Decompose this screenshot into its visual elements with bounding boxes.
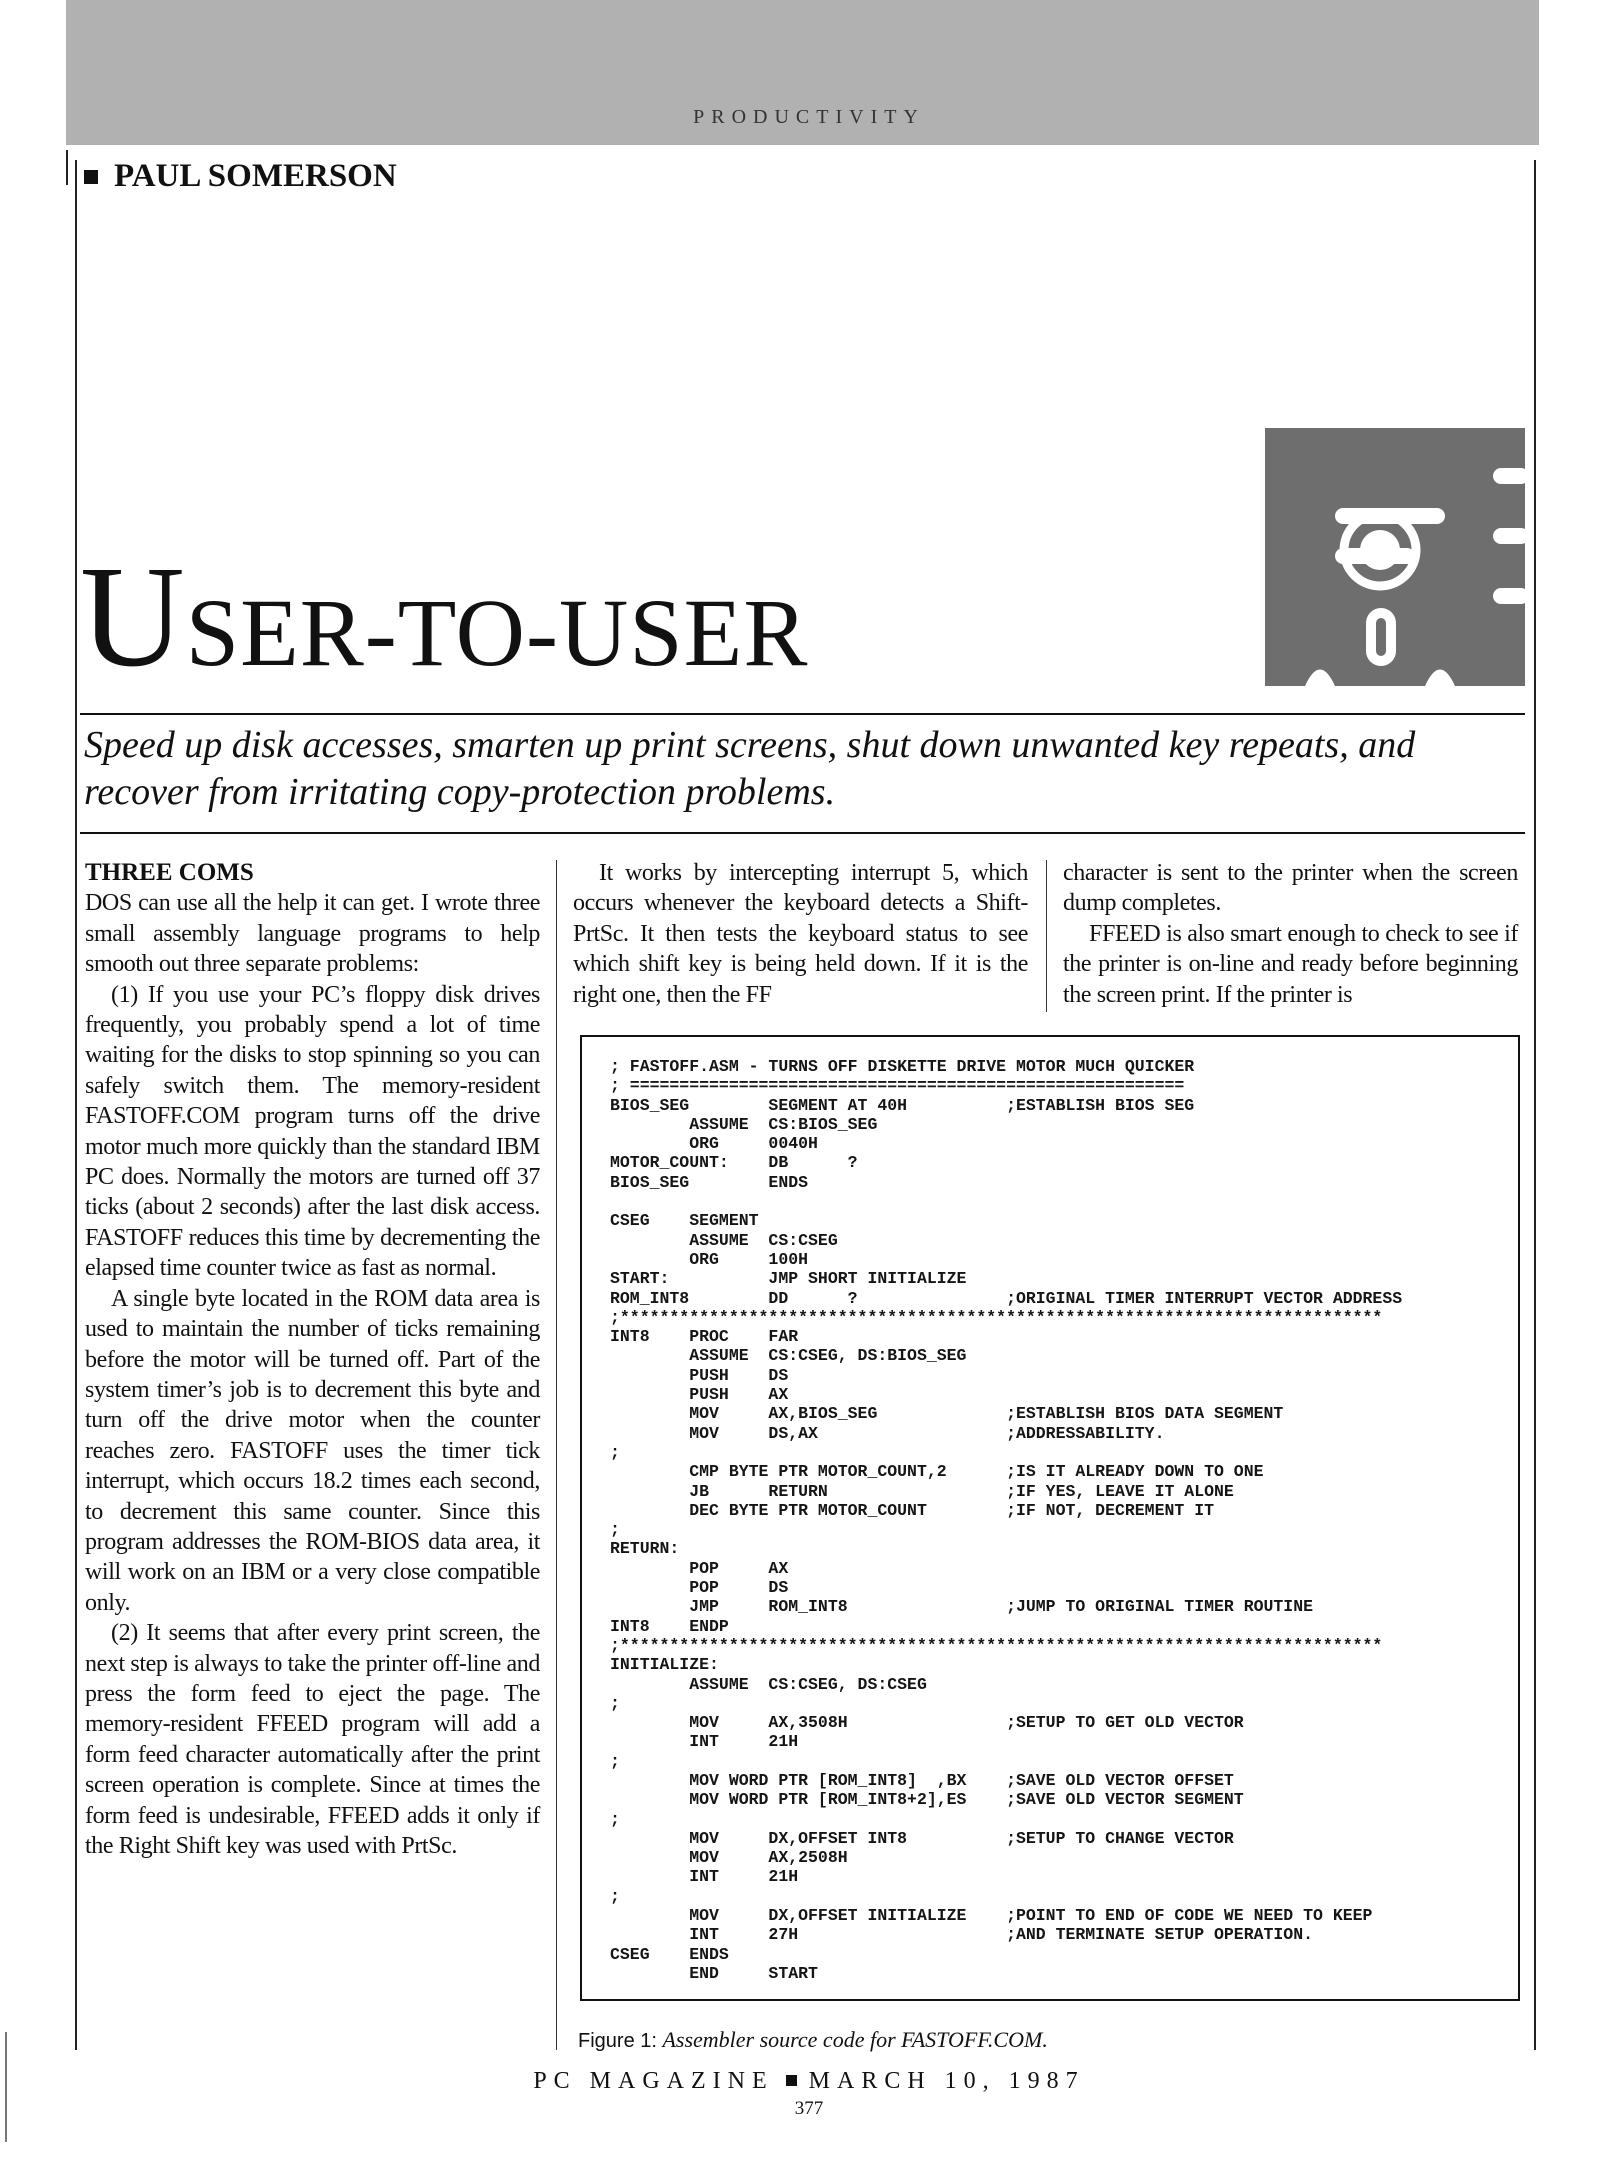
code-line: MOV AX,2508H xyxy=(610,1848,848,1868)
code-line: CSEG SEGMENT xyxy=(610,1211,759,1231)
byline xyxy=(84,158,397,195)
square-bullet-icon xyxy=(786,2075,797,2086)
code-line: ; xyxy=(610,1809,620,1829)
page-number: 377 xyxy=(794,2098,824,2119)
code-line: ; xyxy=(610,1693,620,1713)
code-line: ; xyxy=(610,1520,620,1540)
code-line: MOV WORD PTR [ROM_INT8+2],ES ;SAVE OLD VECTOR SEGMENT xyxy=(610,1790,1244,1810)
paragraph: A single byte located in the ROM data area is used to maintain the number of ticks remaining before the motor will be turned off. Part of the system timer’s job is to decrement this byte and turn off the drive motor when the counter reaches zero. FASTOFF uses the timer tick interrupt, which occurs 18.2 times each second, to decrement this same counter. Since this program addresses the ROM-BIOS data area, it will work on an IBM or a very close compatible only. xyxy=(85,1285,540,1616)
body-column-1 xyxy=(85,858,540,1861)
code-line: MOV AX,3508H ;SETUP TO GET OLD VECTOR xyxy=(610,1713,1244,1733)
code-line: DEC BYTE PTR MOTOR_COUNT ;IF NOT, DECREMENT IT xyxy=(610,1500,1214,1520)
code-line: INITIALIZE: xyxy=(610,1655,719,1675)
code-line: BIOS_SEG SEGMENT AT 40H ;ESTABLISH BIOS SEG xyxy=(610,1095,1195,1115)
page-footer xyxy=(0,2068,1618,2095)
code-line: END START xyxy=(610,1963,818,1983)
code-line: JMP ROM_INT8 ;JUMP TO ORIGINAL TIMER ROUTINE xyxy=(610,1597,1314,1617)
code-listing xyxy=(610,1057,1510,1983)
code-line: ASSUME CS:CSEG, DS:BIOS_SEG xyxy=(610,1346,967,1366)
paragraph: DOS can use all the help it can get. I wrote three small assembly language programs to help smooth out three separate problems: xyxy=(85,890,540,978)
paragraph: (1) If you use your PC’s floppy disk drives frequently, you probably spend a lot of time waiting for the disks to stop spinning so you can safely switch them. The memory-resident FASTOFF.COM program turns off the drive motor much more quickly than the standard IBM PC does. Normally the motors are turned off 37 ticks (about 2 seconds) after the last disk access. FASTOFF reduces this time by decrementing the elapsed time counter twice as fast as normal. xyxy=(85,981,540,1282)
title-rest: SER-TO-USER xyxy=(185,579,809,686)
caption-label: Figure 1: xyxy=(578,2030,657,2052)
floppy-disk-hand-icon xyxy=(1265,428,1525,686)
paragraph: (2) It seems that after every print screen, the next step is always to take the printer off-line and press the form feed to eject the page. The memory-resident FFEED program will add a form feed character automatically after the print screen operation is complete. Since at times the form feed is undesirable, FFEED adds it only if the Right Shift key was used with PrtSc. xyxy=(85,1620,540,1859)
column-rule xyxy=(556,860,557,2050)
code-line: ORG 0040H xyxy=(610,1134,818,1154)
code-line: MOTOR_COUNT: DB ? xyxy=(610,1153,858,1173)
code-line: ; xyxy=(610,1751,620,1771)
code-line: POP AX xyxy=(610,1558,789,1578)
code-line: MOV DX,OFFSET INITIALIZE ;POINT TO END OF CODE WE NEED TO KEEP xyxy=(610,1906,1373,1926)
code-line: INT8 ENDP xyxy=(610,1616,729,1636)
paragraph: character is sent to the printer when the screen dump completes. xyxy=(1063,860,1518,917)
scan-edge-mark xyxy=(5,2032,7,2142)
code-line: ORG 100H xyxy=(610,1249,809,1269)
code-line: ASSUME CS:BIOS_SEG xyxy=(610,1114,878,1134)
deck-rule xyxy=(80,832,1525,834)
paragraph: FFEED is also smart enough to check to see if the printer is on-line and ready before beginning the screen print. If the printer is xyxy=(1063,920,1518,1008)
magazine-name: PC MAGAZINE xyxy=(533,2068,774,2094)
square-bullet-icon xyxy=(84,170,98,184)
code-line: ROM_INT8 DD ? ;ORIGINAL TIMER INTERRUPT VECTOR ADDRESS xyxy=(610,1288,1403,1308)
code-listing-figure xyxy=(580,1035,1520,2001)
code-line: INT 21H xyxy=(610,1867,799,1887)
code-line: ; xyxy=(610,1442,620,1462)
code-line: INT8 PROC FAR xyxy=(610,1327,799,1347)
issue-date: MARCH 10, 1987 xyxy=(808,2068,1085,2094)
figure-caption xyxy=(578,2027,1048,2053)
code-line: ASSUME CS:CSEG xyxy=(610,1230,838,1250)
code-line: MOV DS,AX ;ADDRESSABILITY. xyxy=(610,1423,1165,1443)
code-line: POP DS xyxy=(610,1578,789,1598)
code-line: ;***************************************************************************** xyxy=(610,1635,1383,1655)
code-line: MOV DX,OFFSET INT8 ;SETUP TO CHANGE VECTOR xyxy=(610,1828,1234,1848)
code-line: BIOS_SEG ENDS xyxy=(610,1172,809,1192)
body-column-3 xyxy=(1063,858,1518,1010)
frame-tick xyxy=(66,150,68,185)
column-rule xyxy=(1046,860,1047,1012)
section-heading: THREE COMS xyxy=(85,859,254,886)
section-label: PRODUCTIVITY xyxy=(693,106,925,128)
body-column-2 xyxy=(573,858,1028,1010)
code-line: START: JMP SHORT INITIALIZE xyxy=(610,1269,967,1289)
code-line: JB RETURN ;IF YES, LEAVE IT ALONE xyxy=(610,1481,1234,1501)
code-line: INT 27H ;AND TERMINATE SETUP OPERATION. xyxy=(610,1925,1314,1945)
code-line: CSEG ENDS xyxy=(610,1944,729,1964)
frame-rule-left xyxy=(75,160,77,2050)
title-rule xyxy=(80,713,1525,715)
code-line: PUSH AX xyxy=(610,1385,789,1405)
article-deck: Speed up disk accesses, smarten up print screens, shut down unwanted key repeats, and recover from irritating copy-protection problems. xyxy=(84,724,1416,813)
code-line: INT 21H xyxy=(610,1732,799,1752)
code-line: MOV AX,BIOS_SEG ;ESTABLISH BIOS DATA SEGMENT xyxy=(610,1404,1284,1424)
code-line: RETURN: xyxy=(610,1539,680,1559)
code-line: MOV WORD PTR [ROM_INT8] ,BX ;SAVE OLD VECTOR OFFSET xyxy=(610,1770,1234,1790)
code-line: ;***************************************************************************** xyxy=(610,1307,1383,1327)
article-title xyxy=(80,537,809,697)
code-line: ASSUME CS:CSEG, DS:CSEG xyxy=(610,1674,927,1694)
paragraph: It works by intercepting interrupt 5, which occurs whenever the keyboard detects a Shift-PrtSc. It then tests the keyboard status to see which shift key is being held down. If it is the right one, then the FF xyxy=(573,860,1028,1008)
frame-rule-right xyxy=(1534,160,1536,2050)
code-line: ; xyxy=(610,1886,620,1906)
title-initial: U xyxy=(80,537,186,697)
author-name: PAUL SOMERSON xyxy=(114,158,397,194)
code-line: ; FASTOFF.ASM - TURNS OFF DISKETTE DRIVE MOTOR MUCH QUICKER xyxy=(610,1057,1195,1076)
code-line: PUSH DS xyxy=(610,1365,789,1385)
code-line: CMP BYTE PTR MOTOR_COUNT,2 ;IS IT ALREADY DOWN TO ONE xyxy=(610,1462,1264,1482)
caption-text: Assembler source code for FASTOFF.COM. xyxy=(662,2027,1048,2052)
code-line: ; ======================================================== xyxy=(610,1076,1185,1096)
